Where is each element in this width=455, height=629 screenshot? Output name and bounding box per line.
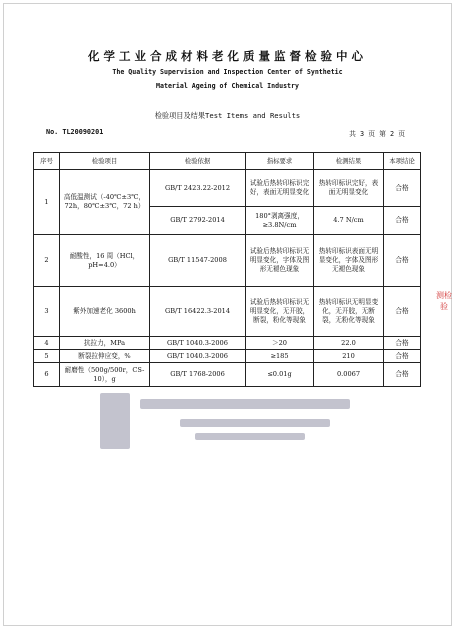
cell-no: 1 [34,170,60,235]
report-number: No. TL20090201 [46,128,104,136]
cell-requirement: 试验后热转印标识完好，表面无明显变化 [246,170,314,207]
cell-basis: GB/T 11547-2008 [150,235,246,287]
center-title-en-line2: Material Ageing of Chemical Industry [156,82,299,90]
cell-basis: GB/T 1040.3-2006 [150,350,246,363]
table-row [34,170,421,207]
cell-item: 抗拉力，MPa [60,337,150,350]
cell-conclusion: 合格 [384,350,421,363]
cell-no: 5 [34,350,60,363]
header-no: 序号 [34,153,60,170]
cell-no: 4 [34,337,60,350]
header-basis: 检验依据 [150,153,246,170]
cell-conclusion: 合格 [384,207,421,235]
header-conclusion: 本项结论 [384,153,421,170]
cell-item: 高低温测试（-40℃±3℃，72h，80℃±3℃，72 h） [60,170,150,235]
cell-item: 耐酸性，16 周（HCl，pH=4.0） [60,235,150,287]
results-table [33,152,421,387]
cell-item: 耐磨性（500g/500r，CS-10），g [60,363,150,387]
cell-result: 0.0067 [314,363,384,387]
table-row [34,337,421,350]
cell-conclusion: 合格 [384,235,421,287]
redacted-area [30,385,425,455]
cell-result: 4.7 N/cm [314,207,384,235]
table-row [34,363,421,387]
redaction-bar [180,419,330,427]
page-indicator: 共 3 页 第 2 页 [349,130,405,138]
cell-result: 210 [314,350,384,363]
section-title: 检验项目及结果Test Items and Results [154,111,301,120]
cell-result: 热转印标识表面无明显变化，字体及图形无褪色现象 [314,235,384,287]
header-result: 检测结果 [314,153,384,170]
cell-result: 热转印标识无明显变化，无开胶，无断裂，无粉化等现象 [314,287,384,337]
header-requirement: 指标要求 [246,153,314,170]
cell-no: 3 [34,287,60,337]
cell-requirement: ≤0.01g [246,363,314,387]
table-header-row [34,153,421,170]
cell-basis: GB/T 1768-2006 [150,363,246,387]
cell-requirement: 180°剥离强度，≥3.8N/cm [246,207,314,235]
cell-basis: GB/T 2423.22-2012 [150,170,246,207]
cell-conclusion: 合格 [384,170,421,207]
center-title-en-line1: The Quality Supervision and Inspection Center of Synthetic [112,68,343,76]
cell-item: 断裂拉伸应变，% [60,350,150,363]
cell-no: 2 [34,235,60,287]
red-stamp-seal: 测检验 [436,291,452,311]
redaction-bar [100,393,130,449]
cell-conclusion: 合格 [384,287,421,337]
table-row [34,350,421,363]
table-row [34,235,421,287]
center-title-cn: 化学工业合成材料老化质量监督检验中心 [88,49,367,63]
cell-basis: GB/T 1040.3-2006 [150,337,246,350]
redaction-bar [195,433,305,440]
header-item: 检验项目 [60,153,150,170]
cell-conclusion: 合格 [384,337,421,350]
cell-no: 6 [34,363,60,387]
cell-item: 紫外加速老化 3600h [60,287,150,337]
cell-conclusion: 合格 [384,363,421,387]
cell-result: 22.0 [314,337,384,350]
cell-requirement: ≥185 [246,350,314,363]
redaction-bar [140,399,350,409]
cell-basis: GB/T 2792-2014 [150,207,246,235]
table-row [34,287,421,337]
cell-result: 热转印标识完好，表面无明显变化 [314,170,384,207]
cell-requirement: 试验后热转印标识无明显变化，无开胶，断裂，粉化等现象 [246,287,314,337]
cell-basis: GB/T 16422.3-2014 [150,287,246,337]
cell-requirement: 试验后热转印标识无明显变化，字体及图形无褪色现象 [246,235,314,287]
cell-requirement: ＞20 [246,337,314,350]
